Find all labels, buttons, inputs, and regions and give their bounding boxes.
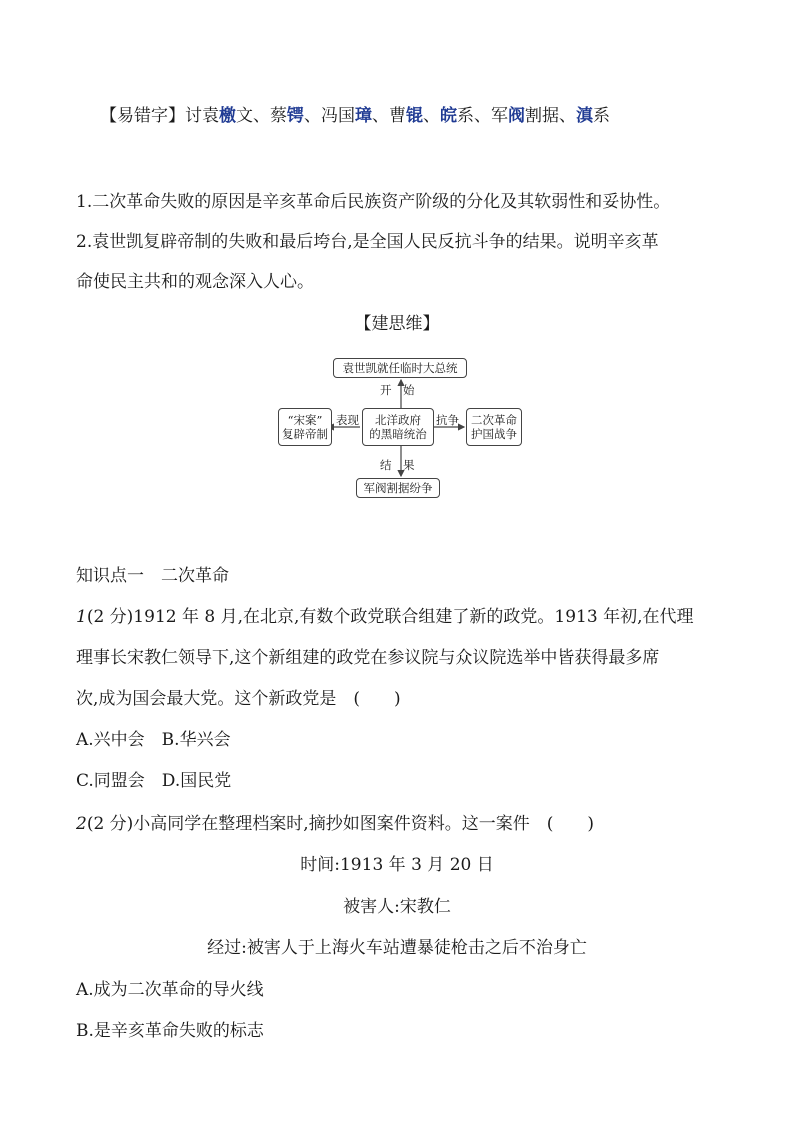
typo-text: 系 xyxy=(593,106,610,126)
mindmap-bottom-box xyxy=(356,478,440,498)
typo-text: 讨袁 xyxy=(185,106,219,126)
mindmap-left-line-1: “宋案” xyxy=(287,413,323,427)
mindmap-top-label: 开 始 xyxy=(380,383,415,397)
mindmap-top-text: 袁世凯就任临时大总统 xyxy=(342,361,458,375)
mindmap-bottom-label: 结 果 xyxy=(380,458,415,472)
mindmap-right-line-2: 护国战争 xyxy=(471,427,517,441)
mindmap-center-box xyxy=(362,408,434,446)
q2-option-b: B.是辛亥革命失败的标志 xyxy=(76,1021,264,1041)
typo-highlight: 锷 xyxy=(287,106,304,126)
mindmap-bottom-text: 军阀割据纷争 xyxy=(363,481,433,495)
q2-case-victim: 被害人:宋教仁 xyxy=(343,897,451,917)
q2-stem-1: (2 分)小高同学在整理档案时,摘抄如图案件资料。这一案件 ( ) xyxy=(86,814,594,834)
q1-line-3: 次,成为国会最大党。这个新政党是 ( ) xyxy=(76,689,401,709)
q1-stem-1: (2 分)1912 年 8 月,在北京,有数个政党联合组建了新的政党。1913 年初,在代理 xyxy=(86,607,694,627)
q1-line-1 xyxy=(76,605,693,629)
typo-highlight: 锟 xyxy=(406,106,423,126)
mindmap-left-box xyxy=(278,408,332,446)
mindmap-center-line-2: 的黑暗统治 xyxy=(369,427,427,441)
typo-highlight: 皖 xyxy=(440,106,457,126)
typo-line xyxy=(100,104,610,128)
typo-prefix: 【易错字】 xyxy=(100,106,185,126)
q2-case-time: 时间:1913 年 3 月 20 日 xyxy=(300,855,494,875)
typo-text: 、 xyxy=(423,106,440,126)
mindmap-diagram xyxy=(270,350,530,505)
typo-text: 、冯国 xyxy=(304,106,355,126)
q1-options-cd: C.同盟会 D.国民党 xyxy=(76,771,232,791)
typo-highlight: 阀 xyxy=(508,106,525,126)
mindmap-right-line-1: 二次革命 xyxy=(471,413,517,427)
typo-highlight: 璋 xyxy=(355,106,372,126)
typo-text: 割据、 xyxy=(525,106,576,126)
point-2-line-2: 命使民主共和的观念深入人心。 xyxy=(76,272,314,292)
typo-highlight: 滇 xyxy=(576,106,593,126)
typo-text: 、曹 xyxy=(372,106,406,126)
section-title: 知识点一 二次革命 xyxy=(76,566,229,586)
q1-number: 1 xyxy=(76,607,87,627)
mindmap-right-label: 抗争 xyxy=(436,413,459,427)
point-1: 1.二次革命失败的原因是辛亥革命后民族资产阶级的分化及其软弱性和妥协性。 xyxy=(76,192,671,212)
q1-line-2: 理事长宋教仁领导下,这个新组建的政党在参议院与众议院选举中皆获得最多席 xyxy=(76,648,660,668)
q1-options-ab: A.兴中会 B.华兴会 xyxy=(76,730,231,750)
typo-text: 系、军 xyxy=(457,106,508,126)
mindmap-heading: 【建思维】 xyxy=(354,314,440,334)
mindmap-left-line-2: 复辟帝制 xyxy=(282,427,328,441)
q2-option-a: A.成为二次革命的导火线 xyxy=(76,980,264,1000)
typo-text: 文、蔡 xyxy=(236,106,287,126)
point-2-line-1: 2.袁世凯复辟帝制的失败和最后垮台,是全国人民反抗斗争的结果。说明辛亥革 xyxy=(76,232,659,252)
mindmap-top-box xyxy=(333,358,467,378)
typo-words xyxy=(185,106,610,126)
q2-line-1 xyxy=(76,812,594,836)
mindmap-right-box xyxy=(466,408,522,446)
q2-number: 2 xyxy=(76,814,87,834)
q2-case-process: 经过:被害人于上海火车站遭暴徒枪击之后不治身亡 xyxy=(207,938,587,958)
mindmap-center-line-1: 北洋政府 xyxy=(375,413,421,427)
mindmap-left-label: 表现 xyxy=(336,413,359,427)
typo-highlight: 檄 xyxy=(219,106,236,126)
